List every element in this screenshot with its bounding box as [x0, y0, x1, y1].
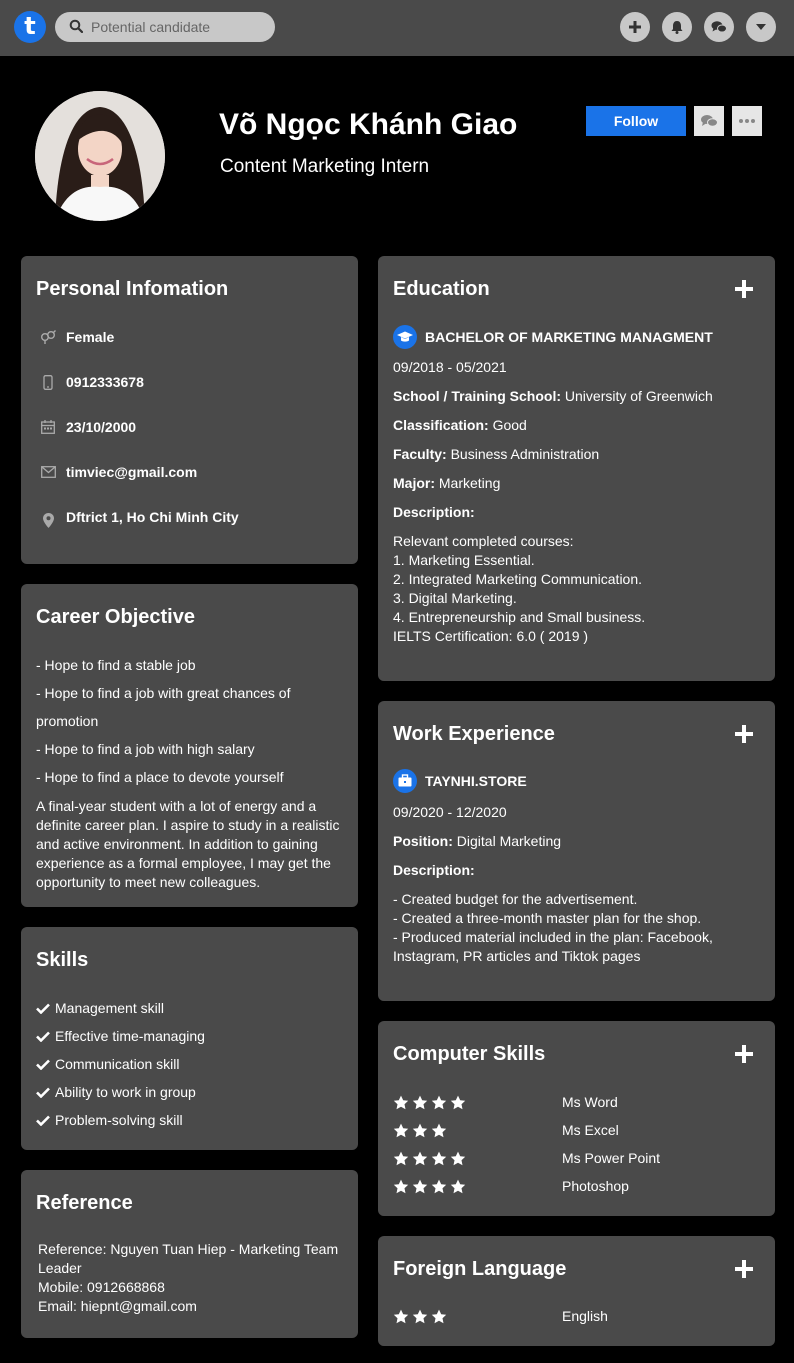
position-value: Digital Marketing [456, 833, 562, 849]
star-rating [393, 1151, 469, 1166]
skill-label: Effective time-managing [55, 1028, 205, 1044]
education-description-line: 1. Marketing Essential. [393, 552, 535, 568]
calendar-icon [40, 419, 56, 435]
school-value: University of Greenwich [564, 388, 713, 404]
notifications-button[interactable] [662, 12, 692, 42]
plus-icon [629, 21, 641, 33]
skills-card [21, 927, 358, 1150]
education-description-label: Description: [393, 504, 475, 520]
reference-line: Leader [38, 1260, 82, 1276]
work-description-line: - Produced material included in the plan: Facebook, [393, 929, 713, 945]
location-pin-icon [40, 512, 56, 528]
star-icon [393, 1179, 409, 1194]
star-icon [450, 1179, 466, 1194]
major-label: Major: [393, 475, 435, 491]
check-icon [36, 1115, 50, 1126]
reference-mobile: Mobile: 0912668868 [38, 1279, 165, 1295]
skill-item [36, 1084, 196, 1100]
career-item: - Hope to find a place to devote yourself [36, 769, 284, 785]
menu-dropdown-button[interactable] [746, 12, 776, 42]
computer-skill-label: Photoshop [562, 1178, 629, 1194]
profile-name: Võ Ngọc Khánh Giao [219, 108, 518, 141]
classification-value: Good [492, 417, 527, 433]
phone-row [40, 374, 144, 390]
address-row [40, 506, 239, 528]
classification-label: Classification: [393, 417, 489, 433]
skill-label: Problem-solving skill [55, 1112, 183, 1128]
logo[interactable]: t [14, 11, 46, 43]
phone-value: 0912333678 [66, 374, 144, 390]
bell-icon [670, 20, 684, 34]
follow-button[interactable]: Follow [586, 106, 686, 136]
add-computer-skill-button[interactable] [735, 1045, 753, 1063]
skill-item [36, 1056, 179, 1072]
reference-heading: Reference [36, 1192, 133, 1214]
skills-heading: Skills [36, 949, 89, 971]
education-description-line: 4. Entrepreneurship and Small business. [393, 609, 646, 625]
education-description-line: Relevant completed courses: [393, 533, 574, 549]
company-name: TAYNHI.STORE [425, 773, 527, 789]
work-experience-heading: Work Experience [393, 723, 555, 745]
email-row [40, 464, 197, 480]
address-value: Dftrict 1, Ho Chi Minh City [66, 509, 239, 525]
language-label: English [562, 1308, 608, 1324]
profile-avatar [35, 91, 165, 221]
star-icon [450, 1095, 466, 1110]
skill-label: Management skill [55, 1000, 164, 1016]
position-row [393, 833, 561, 849]
star-icon [450, 1151, 466, 1166]
skill-item [36, 1112, 183, 1128]
career-item: - Hope to find a job with great chances of [36, 685, 291, 701]
star-icon [431, 1095, 447, 1110]
career-summary: A final-year student with a lot of energy and a definite career plan. I aspire to study in a realistic and active environment. In addition to gaining experience as a formal employee, I may get the opportunity to meet new colleagues. [36, 798, 340, 890]
star-rating [393, 1095, 469, 1110]
computer-skill-label: Ms Excel [562, 1122, 619, 1138]
school-row [393, 388, 713, 404]
search-box [55, 12, 275, 42]
faculty-row [393, 446, 599, 462]
major-row [393, 475, 500, 491]
add-button[interactable] [620, 12, 650, 42]
briefcase-icon [393, 769, 417, 793]
faculty-value: Business Administration [450, 446, 600, 462]
chat-icon [700, 114, 718, 128]
add-language-button[interactable] [735, 1260, 753, 1278]
message-button[interactable] [694, 106, 724, 136]
reference-email: Email: hiepnt@gmail.com [38, 1298, 197, 1314]
ellipsis-icon [739, 119, 755, 123]
star-rating [393, 1179, 469, 1194]
star-icon [431, 1151, 447, 1166]
star-icon [431, 1309, 447, 1324]
search-input[interactable] [91, 17, 261, 37]
caret-down-icon [756, 24, 766, 30]
star-icon [393, 1123, 409, 1138]
star-icon [393, 1309, 409, 1324]
reference-line: Reference: Nguyen Tuan Hiep - Marketing Team [38, 1241, 339, 1257]
computer-skills-card [378, 1021, 775, 1216]
education-card [378, 256, 775, 681]
work-experience-card [378, 701, 775, 1001]
education-description-line: 3. Digital Marketing. [393, 590, 517, 606]
star-icon [393, 1095, 409, 1110]
position-label: Position: [393, 833, 453, 849]
work-period: 09/2020 - 12/2020 [393, 804, 507, 820]
career-item: promotion [36, 713, 99, 729]
more-options-button[interactable] [732, 106, 762, 136]
gender-value: Female [66, 329, 115, 345]
chat-icon [711, 20, 727, 34]
company-row [393, 769, 527, 793]
personal-info-heading: Personal Infomation [36, 278, 229, 300]
birthday-value: 23/10/2000 [66, 419, 137, 435]
check-icon [36, 1087, 50, 1098]
work-description-label: Description: [393, 862, 475, 878]
profile-title: Content Marketing Intern [220, 156, 430, 177]
star-icon [412, 1179, 428, 1194]
foreign-language-card [378, 1236, 775, 1346]
career-item: - Hope to find a stable job [36, 657, 196, 673]
skill-label: Ability to work in group [55, 1084, 196, 1100]
star-icon [412, 1309, 428, 1324]
search-icon [69, 19, 83, 38]
work-description-line: - Created budget for the advertisement. [393, 891, 638, 907]
skill-item [36, 1000, 164, 1016]
gender-icon [40, 329, 56, 345]
graduation-cap-icon [393, 325, 417, 349]
skill-label: Communication skill [55, 1056, 180, 1072]
star-icon [431, 1179, 447, 1194]
messages-button[interactable] [704, 12, 734, 42]
check-icon [36, 1003, 50, 1014]
classification-row [393, 417, 527, 433]
add-work-experience-button[interactable] [735, 725, 753, 743]
star-icon [412, 1123, 428, 1138]
skill-item [36, 1028, 205, 1044]
star-rating [393, 1309, 450, 1324]
career-item: - Hope to find a job with high salary [36, 741, 255, 757]
top-bar [0, 0, 794, 56]
check-icon [36, 1031, 50, 1042]
degree-title: BACHELOR OF MARKETING MANAGMENT [425, 329, 713, 345]
star-icon [412, 1095, 428, 1110]
education-period: 09/2018 - 05/2021 [393, 359, 507, 375]
personal-info-card [21, 256, 358, 564]
computer-skills-heading: Computer Skills [393, 1043, 546, 1065]
star-icon [431, 1123, 447, 1138]
phone-icon [40, 374, 56, 390]
foreign-language-heading: Foreign Language [393, 1258, 567, 1280]
star-icon [412, 1151, 428, 1166]
envelope-icon [40, 464, 56, 480]
add-education-button[interactable] [735, 280, 753, 298]
gender-row [40, 329, 114, 345]
computer-skill-label: Ms Word [562, 1094, 618, 1110]
education-heading: Education [393, 278, 490, 300]
reference-card [21, 1170, 358, 1338]
computer-skill-label: Ms Power Point [562, 1150, 661, 1166]
career-objective-heading: Career Objective [36, 606, 195, 628]
birthday-row [40, 419, 136, 435]
check-icon [36, 1059, 50, 1070]
education-description-line: IELTS Certification: 6.0 ( 2019 ) [393, 628, 589, 644]
degree-row [393, 325, 713, 349]
career-objective-card [21, 584, 358, 907]
star-rating [393, 1123, 450, 1138]
star-icon [393, 1151, 409, 1166]
faculty-label: Faculty: [393, 446, 447, 462]
email-value: timviec@gmail.com [66, 464, 198, 480]
school-label: School / Training School: [393, 388, 562, 404]
major-value: Marketing [438, 475, 501, 491]
work-description-line: Instagram, PR articles and Tiktok pages [393, 948, 641, 964]
work-description-line: - Created a three-month master plan for the shop. [393, 910, 702, 926]
education-description-line: 2. Integrated Marketing Communication. [393, 571, 643, 587]
